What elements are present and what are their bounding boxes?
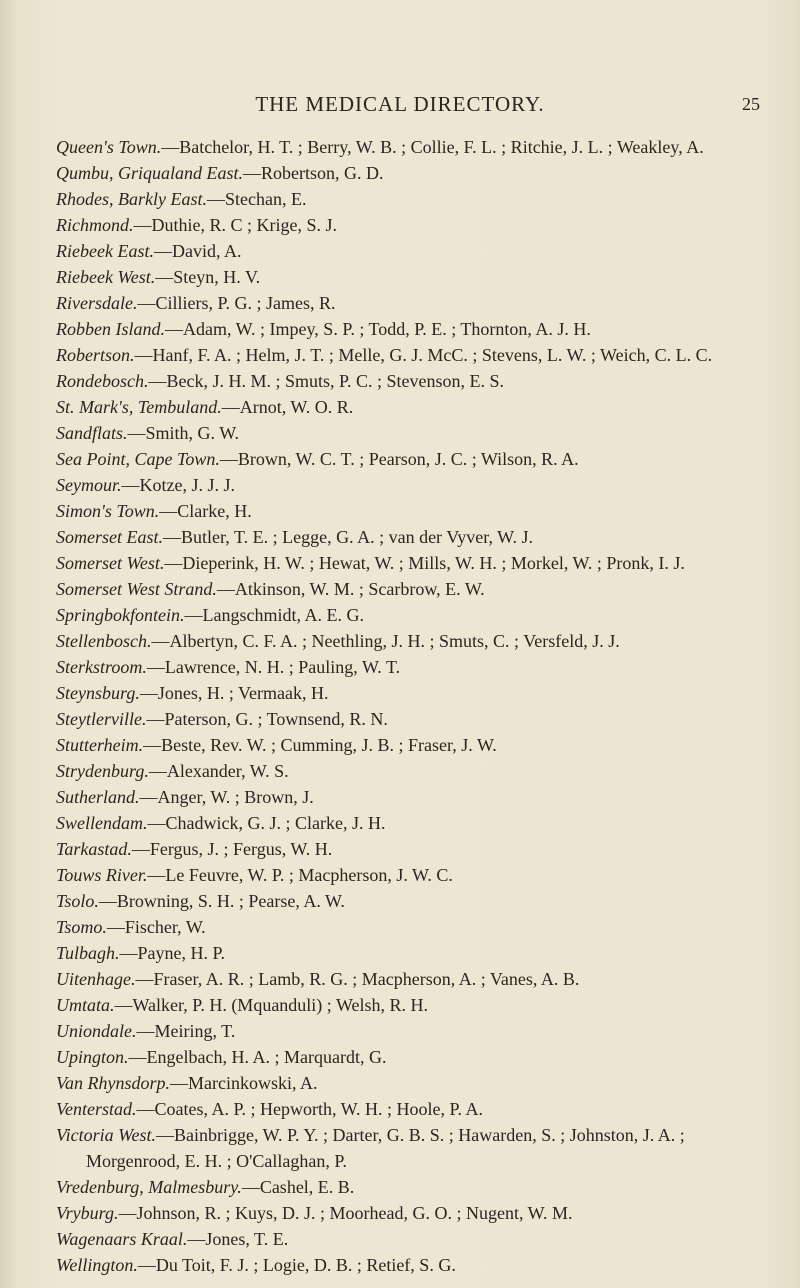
entry-place: Stellenbosch. [56,631,152,651]
entry-place: Somerset West. [56,553,165,573]
directory-entry [56,1096,772,1122]
entry-place: Tsomo. [56,917,107,937]
entry-place: Queen's Town. [56,137,162,157]
directory-entry [56,160,772,186]
directory-entry [56,836,772,862]
directory-entry [56,888,772,914]
entry-names: —Dieperink, H. W. ; Hewat, W. ; Mills, W. H. ; Morkel, W. ; Pronk, I. J. [164,553,685,573]
directory-entry [56,316,772,342]
entry-place: Uitenhage. [56,969,136,989]
entry-names: —Butler, T. E. ; Legge, G. A. ; van der Vyver, W. J. [163,527,534,547]
entry-names: —Clarke, H. [159,501,252,521]
entry-place: Van Rhynsdorp. [56,1073,170,1093]
directory-entry [56,862,772,888]
directory-entry [56,680,772,706]
directory-entry [56,1070,772,1096]
entry-names: —Brown, W. C. T. ; Pearson, J. C. ; Wilson, R. A. [219,449,579,469]
directory-entry [56,706,772,732]
directory-entry [56,1174,772,1200]
directory-entry [56,992,772,1018]
entry-names: —Marcinkowski, A. [170,1073,318,1093]
directory-entry [56,966,772,992]
entry-names: —Langschmidt, A. E. G. [184,605,364,625]
directory-entry [56,420,772,446]
entry-names: —Jones, T. E. [187,1229,289,1249]
entry-place: Richmond. [56,215,134,235]
entry-names: —Alexander, W. S. [148,761,289,781]
entry-place: Upington. [56,1047,129,1067]
directory-entries [56,134,772,1278]
directory-entry [56,1122,772,1174]
entry-names: —Bainbrigge, W. P. Y. ; Darter, G. B. S. ; Hawarden, S. ; Johnston, J. A. ; Morgenrood, E. H. ; O'Callaghan, P. [86,1125,685,1171]
entry-names: —Fraser, A. R. ; Lamb, R. G. ; Macpherson, A. ; Vanes, A. B. [135,969,580,989]
entry-names: —Cashel, E. B. [241,1177,355,1197]
entry-place: Vryburg. [56,1203,119,1223]
entry-names: —Du Toit, F. J. ; Logie, D. B. ; Retief, S. G. [137,1255,456,1275]
entry-place: Steytlerville. [56,709,147,729]
directory-entry [56,394,772,420]
directory-entry [56,784,772,810]
entry-names: —Beck, J. H. M. ; Smuts, P. C. ; Stevenson, E. S. [148,371,505,391]
entry-place: Victoria West. [56,1125,156,1145]
entry-place: Steynsburg. [56,683,140,703]
directory-entry [56,654,772,680]
entry-names: —Payne, H. P. [119,943,226,963]
directory-entry [56,810,772,836]
entry-place: Rondebosch. [56,371,149,391]
directory-entry [56,550,772,576]
entry-place: Robben Island. [56,319,165,339]
directory-entry [56,498,772,524]
entry-place: Qumbu, Griqualand East. [56,163,244,183]
entry-place: Riebeek West. [56,267,156,287]
entry-names: —Meiring, T. [136,1021,236,1041]
page-header [0,92,800,122]
entry-names: —Fischer, W. [106,917,206,937]
directory-entry [56,472,772,498]
entry-place: Somerset East. [56,527,163,547]
entry-names: —David, A. [153,241,242,261]
directory-entry [56,732,772,758]
entry-place: Sandflats. [56,423,128,443]
entry-names: —Atkinson, W. M. ; Scarbrow, E. W. [216,579,485,599]
entry-names: —Batchelor, H. T. ; Berry, W. B. ; Collie, F. L. ; Ritchie, J. L. ; Weakley, A. [161,137,704,157]
entry-names: —Beste, Rev. W. ; Cumming, J. B. ; Fraser, J. W. [143,735,497,755]
directory-entry [56,186,772,212]
directory-entry [56,264,772,290]
entry-names: —Stechan, E. [206,189,307,209]
entry-place: Sea Point, Cape Town. [56,449,220,469]
entry-names: —Anger, W. ; Brown, J. [139,787,314,807]
directory-entry [56,342,772,368]
entry-place: Somerset West Strand. [56,579,217,599]
entry-names: —Paterson, G. ; Townsend, R. N. [146,709,388,729]
directory-entry [56,134,772,160]
entry-place: Stutterheim. [56,735,144,755]
entry-names: —Engelbach, H. A. ; Marquardt, G. [128,1047,387,1067]
directory-entry [56,1200,772,1226]
directory-entry [56,602,772,628]
page-number: 25 [742,94,760,114]
directory-entry [56,446,772,472]
entry-place: Swellendam. [56,813,148,833]
entry-names: —Johnson, R. ; Kuys, D. J. ; Moorhead, G. O. ; Nugent, W. M. [118,1203,573,1223]
entry-place: Vredenburg, Malmesbury. [56,1177,242,1197]
entry-names: —Jones, H. ; Vermaak, H. [139,683,329,703]
entry-place: Umtata. [56,995,115,1015]
entry-place: Tsolo. [56,891,99,911]
entry-place: Robertson. [56,345,135,365]
directory-entry [56,290,772,316]
entry-place: Wellington. [56,1255,138,1275]
entry-names: —Chadwick, G. J. ; Clarke, J. H. [147,813,386,833]
entry-names: —Steyn, H. V. [155,267,261,287]
entry-place: Springbokfontein. [56,605,185,625]
entry-names: —Robertson, G. D. [243,163,384,183]
entry-names: —Cilliers, P. G. ; James, R. [137,293,336,313]
directory-entry [56,368,772,394]
entry-names: —Fergus, J. ; Fergus, W. H. [131,839,333,859]
directory-entry [56,212,772,238]
entry-place: Venterstad. [56,1099,137,1119]
entry-names: —Le Feuvre, W. P. ; Macpherson, J. W. C. [147,865,453,885]
entry-place: Wagenaars Kraal. [56,1229,188,1249]
entry-place: Tarkastad. [56,839,132,859]
running-title: THE MEDICAL DIRECTORY. [255,92,545,116]
directory-entry [56,940,772,966]
entry-names: —Arnot, W. O. R. [221,397,354,417]
entry-names: —Hanf, F. A. ; Helm, J. T. ; Melle, G. J. McC. ; Stevens, L. W. ; Weich, C. L. C. [134,345,713,365]
directory-entry [56,524,772,550]
entry-names: —Adam, W. ; Impey, S. P. ; Todd, P. E. ; Thornton, A. J. H. [164,319,591,339]
entry-names: —Duthie, R. C ; Krige, S. J. [133,215,337,235]
entry-place: St. Mark's, Tembuland. [56,397,222,417]
directory-entry [56,1018,772,1044]
entry-place: Rhodes, Barkly East. [56,189,207,209]
entry-place: Riebeek East. [56,241,154,261]
entry-place: Riversdale. [56,293,138,313]
entry-names: —Smith, G. W. [127,423,240,443]
entry-place: Sutherland. [56,787,140,807]
directory-entry [56,1226,772,1252]
directory-entry [56,758,772,784]
entry-names: —Lawrence, N. H. ; Pauling, W. T. [146,657,401,677]
entry-place: Sterkstroom. [56,657,147,677]
directory-entry [56,628,772,654]
entry-place: Tulbagh. [56,943,120,963]
directory-entry [56,1044,772,1070]
entry-names: —Browning, S. H. ; Pearse, A. W. [98,891,345,911]
entry-place: Uniondale. [56,1021,137,1041]
directory-entry [56,1252,772,1278]
entry-names: —Coates, A. P. ; Hepworth, W. H. ; Hoole, P. A. [136,1099,484,1119]
entry-place: Simon's Town. [56,501,160,521]
directory-entry [56,576,772,602]
entry-place: Touws River. [56,865,148,885]
entry-names: —Albertyn, C. F. A. ; Neethling, J. H. ; Smuts, C. ; Versfeld, J. J. [151,631,620,651]
entry-names: —Walker, P. H. (Mquanduli) ; Welsh, R. H. [114,995,429,1015]
directory-entry [56,914,772,940]
entry-place: Strydenburg. [56,761,149,781]
entry-place: Seymour. [56,475,122,495]
entry-names: —Kotze, J. J. J. [121,475,235,495]
directory-entry [56,238,772,264]
